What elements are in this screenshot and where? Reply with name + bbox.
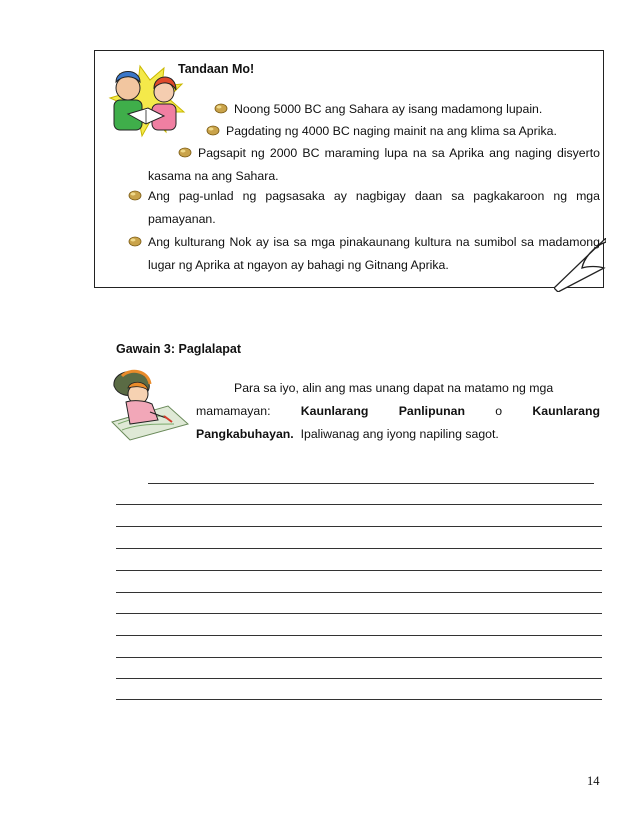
reminder-bullet-3: [148, 142, 600, 188]
answer-line[interactable]: [116, 592, 602, 593]
answer-line[interactable]: [116, 699, 602, 700]
instruction-word-o: o: [495, 404, 503, 418]
term-panlipunan: Panlipunan: [398, 404, 465, 418]
reminder-bullet-text: Ang kulturang Nok ay isa sa mga pinakaunang kultura na sumibol sa madamong lugar ng Aprika at ngayon ay bahagi ng Gitnang Aprika.: [148, 235, 600, 272]
answer-line[interactable]: [116, 678, 602, 679]
answer-line[interactable]: [116, 504, 602, 505]
bullet-icon: [206, 125, 220, 136]
reminder-bullet-text: Ang pag-unlad ng pagsasaka ay nagbigay daan sa pagkakaroon ng mga pamayanan.: [148, 189, 600, 226]
answer-line[interactable]: [116, 613, 602, 614]
reminder-bullet-4: [148, 185, 600, 231]
bullet-icon: [214, 103, 228, 114]
bullet-icon: [128, 190, 142, 201]
instruction-end: Ipaliwanag ang iyong napiling sagot.: [300, 427, 499, 441]
answer-line[interactable]: [116, 570, 602, 571]
instruction-word: mamamayan:: [196, 404, 271, 418]
activity-instruction: [196, 377, 600, 446]
answer-line[interactable]: [148, 483, 594, 484]
term-kaunlarang-1: Kaunlarang: [300, 404, 369, 418]
reminder-bullet-2: [206, 122, 557, 140]
reminder-bullet-1: [214, 100, 542, 118]
bullet-icon: [128, 236, 142, 247]
activity-title: Gawain 3: Paglalapat: [116, 342, 242, 356]
answer-line[interactable]: [116, 657, 602, 658]
instruction-line-2: [196, 400, 600, 423]
answer-line[interactable]: [116, 526, 602, 527]
term-kaunlarang-2: Kaunlarang: [532, 404, 600, 418]
answer-line[interactable]: [116, 635, 602, 636]
term-pangkabuhayan: Pangkabuhayan.: [196, 427, 294, 441]
instruction-line-3: [196, 423, 600, 446]
girl-drawing-clipart-icon: [108, 366, 190, 442]
reminder-title: Tandaan Mo!: [178, 62, 255, 76]
page-number: 14: [587, 774, 600, 788]
instruction-line-1: Para sa iyo, alin ang mas unang dapat na matamo ng mga: [234, 381, 554, 395]
bullet-icon: [178, 147, 192, 158]
reminder-bullet-text: Pagsapit ng 2000 BC maraming lupa na sa Aprika ang naging disyerto kasama na ang Sahara.: [148, 146, 600, 183]
answer-line[interactable]: [116, 548, 602, 549]
reminder-bullet-text: Noong 5000 BC ang Sahara ay isang madamong lupain.: [234, 102, 543, 116]
reminder-bullet-text: Pagdating ng 4000 BC naging mainit na ang klima sa Aprika.: [226, 124, 557, 138]
reminder-bullet-5: [148, 231, 600, 277]
